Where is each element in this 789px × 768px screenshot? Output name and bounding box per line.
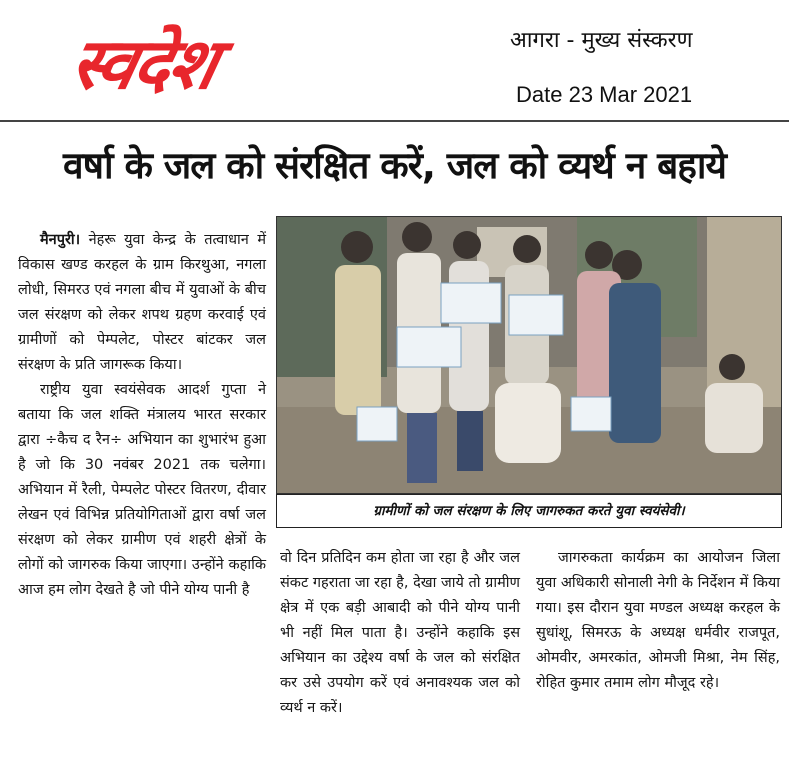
- article-paragraph-1: [18, 228, 266, 378]
- article-column-middle: [280, 546, 520, 721]
- masthead-divider: [0, 120, 789, 122]
- edition-label: आगरा - मुख्य संस्करण: [510, 28, 693, 53]
- photo-caption: ग्रामीणों को जल संरक्षण के लिए जागरुकत करते युवा स्वयंसेवी।: [276, 494, 782, 528]
- article-headline: वर्षा के जल को संरक्षित करें, जल को व्यर्थ न बहाये: [63, 144, 726, 187]
- article-paragraph-3: वो दिन प्रतिदिन कम होता जा रहा है और जल संकट गहराता जा रहा है, देखा जाये तो ग्रामीण क्षेत्र में एक बड़ी आबादी को पीने योग्य पानी भी नहीं मिल पाता है। उन्होंने कहाकि इस अभियान का उद्देश्य वर्षा के जल को संरक्षित कर उसे उपयोग करें एवं अनावश्यक जल को व्यर्थ न करें।: [280, 550, 521, 716]
- article-column-left: [18, 228, 266, 603]
- news-photo: [276, 216, 782, 494]
- article-column-right: [536, 546, 780, 696]
- news-photo-illustration: [277, 217, 781, 493]
- article-paragraph-4: जागरुकता कार्यक्रम का आयोजन जिला युवा अधिकारी सोनाली नेगी के निर्देशन में किया गया। इस दौरान युवा मण्डल अध्यक्ष करहल के सुधांशू, सिमरऊ के अध्यक्ष धर्मवीर राजपूत, ओमवीर, अमरकांत, ओमजी मिश्रा, नेम सिंह, रोहित कुमार तमाम लोग मौजूद रहे।: [536, 550, 781, 691]
- newspaper-logo: स्वदेश: [63, 23, 224, 105]
- dateline: मैनपुरी।: [40, 232, 81, 248]
- masthead: [0, 0, 789, 118]
- paragraph-1-text: नेहरू युवा केन्द्र के तत्वाधान में विकास खण्ड करहल के ग्राम किरथुआ, नगला लोधी, सिमरउ एवं नगला बीच में युवाओं के बीच जल संरक्षण को लेकर शपथ ग्रहण करवाई एवं ग्रामीणों को पेम्पलेट, पोस्टर बांटकर जल संरक्षण के प्रति जागरूक किया।: [18, 232, 266, 373]
- edition-date: Date 23 Mar 2021: [516, 82, 693, 107]
- article-paragraph-2: राष्ट्रीय युवा स्वयंसेवक आदर्श गुप्ता ने बताया कि जल शक्ति मंत्रालय भारत सरकार द्वारा ÷कैच द रैन÷ अभियान का शुभारंभ हुआ है जो कि 30 नवंबर 2021 तक चलेगा। अभियान में रैली, पेम्पलेट पोस्टर वितरण, दीवार लेखन एवं विभिन्न प्रतियोगिताओं द्वारा वर्षा जल संरक्षण को लेकर ग्रामीण एवं शहरी क्षेत्रों के लोगों को जागरुक किया जाएगा। उन्होंने कहाकि आज हम लोग देखते है जो पीने योग्य पानी है: [18, 382, 266, 598]
